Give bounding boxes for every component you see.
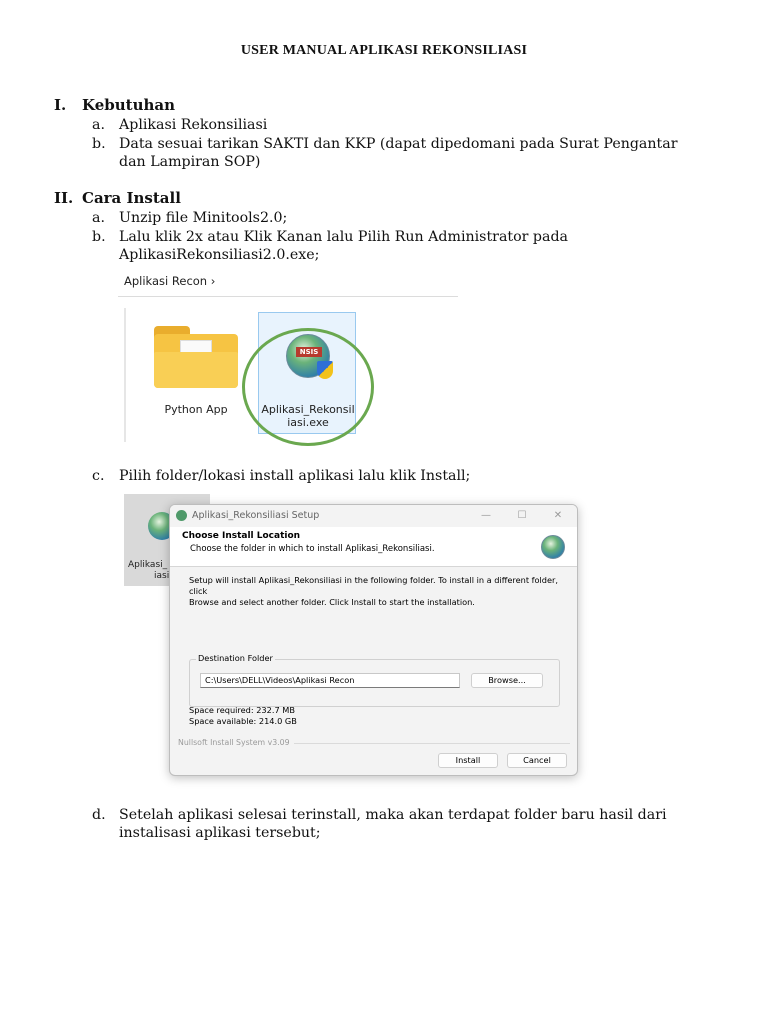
section-heading-cara-install xyxy=(54,189,181,207)
item-text: Aplikasi Rekonsiliasi xyxy=(119,117,268,133)
minimize-button[interactable]: — xyxy=(481,510,491,521)
item-text-line: instalisasi aplikasi tersebut; xyxy=(119,825,321,841)
item-text-line: Lalu klik 2x atau Klik Kanan lalu Pilih Run Administrator pada xyxy=(119,229,569,245)
item-letter: b. xyxy=(92,136,106,152)
section-title: Cara Install xyxy=(82,189,181,207)
icon-tag: NSIS xyxy=(296,347,322,357)
item-letter: a. xyxy=(92,117,105,133)
app-icon xyxy=(176,510,187,521)
item-letter: b. xyxy=(92,229,106,245)
folder-icon[interactable] xyxy=(154,326,238,388)
install-button[interactable]: Install xyxy=(438,753,498,768)
item-text: Pilih folder/lokasi install aplikasi lalu klik Install; xyxy=(119,468,471,484)
breadcrumb[interactable]: Aplikasi Recon › xyxy=(124,274,216,288)
item-text-line: Setelah aplikasi selesai terinstall, maka akan terdapat folder baru hasil dari xyxy=(119,807,667,823)
cancel-button[interactable]: Cancel xyxy=(507,753,567,768)
highlight-circle xyxy=(242,328,374,446)
nsis-version: Nullsoft Install System v3.09 xyxy=(178,738,290,747)
browse-button[interactable]: Browse... xyxy=(471,673,543,688)
item-letter: c. xyxy=(92,468,105,484)
destination-path-input[interactable]: C:\Users\DELL\Videos\Aplikasi Recon xyxy=(200,673,460,688)
folder-label: Python App xyxy=(164,403,228,416)
section-number: II. xyxy=(54,189,74,207)
intro-line: Browse and select another folder. Click Install to start the installation. xyxy=(189,597,475,607)
group-label: Destination Folder xyxy=(198,653,273,663)
file-label-line: Aplikasi_Rekonsil xyxy=(261,403,355,416)
item-text-line: Data sesuai tarikan SAKTI dan KKP (dapat dipedomani pada Surat Pengantar xyxy=(119,136,678,152)
item-text: Unzip file Minitools2.0; xyxy=(119,210,288,226)
list-item xyxy=(92,116,722,134)
setup-dialog xyxy=(169,504,578,776)
list-item xyxy=(92,135,722,171)
space-available: Space available: 214.0 GB xyxy=(189,716,297,726)
section-number: I. xyxy=(54,96,67,114)
header-title: Choose Install Location xyxy=(182,531,301,541)
list-item xyxy=(92,806,722,842)
item-letter: a. xyxy=(92,210,105,226)
space-required: Space required: 232.7 MB xyxy=(189,705,295,715)
item-letter: d. xyxy=(92,807,106,823)
window-title: Aplikasi_Rekonsiliasi Setup xyxy=(192,510,320,521)
item-text-line: AplikasiRekonsiliasi2.0.exe; xyxy=(119,247,320,263)
close-button[interactable]: ✕ xyxy=(553,510,563,521)
dialog-header xyxy=(170,527,577,567)
intro-line: Setup will install Aplikasi_Rekonsiliasi in the following folder. To install in a different folder, click xyxy=(189,575,559,596)
document-title: USER MANUAL APLIKASI REKONSILIASI xyxy=(240,43,528,58)
file-label-line: Aplikasi_ xyxy=(128,560,168,570)
divider xyxy=(118,296,458,297)
section-title: Kebutuhan xyxy=(82,96,176,114)
intro-text xyxy=(189,575,569,608)
header-subtitle: Choose the folder in which to install Aplikasi_Rekonsiliasi. xyxy=(190,544,435,554)
list-item xyxy=(92,467,722,485)
file-label-line: iasi xyxy=(154,571,170,581)
divider xyxy=(124,308,126,442)
section-heading-kebutuhan xyxy=(54,96,175,114)
file-label-line: iasi.exe xyxy=(287,416,329,429)
installer-logo-icon xyxy=(541,535,565,559)
title-bar[interactable] xyxy=(170,505,577,527)
destination-folder-group xyxy=(189,653,560,707)
list-item xyxy=(92,209,722,227)
list-item xyxy=(92,228,722,264)
maximize-button[interactable]: ☐ xyxy=(517,510,527,521)
item-text-line: dan Lampiran SOP) xyxy=(119,154,261,170)
divider xyxy=(294,743,570,744)
explorer-screenshot xyxy=(118,268,463,446)
